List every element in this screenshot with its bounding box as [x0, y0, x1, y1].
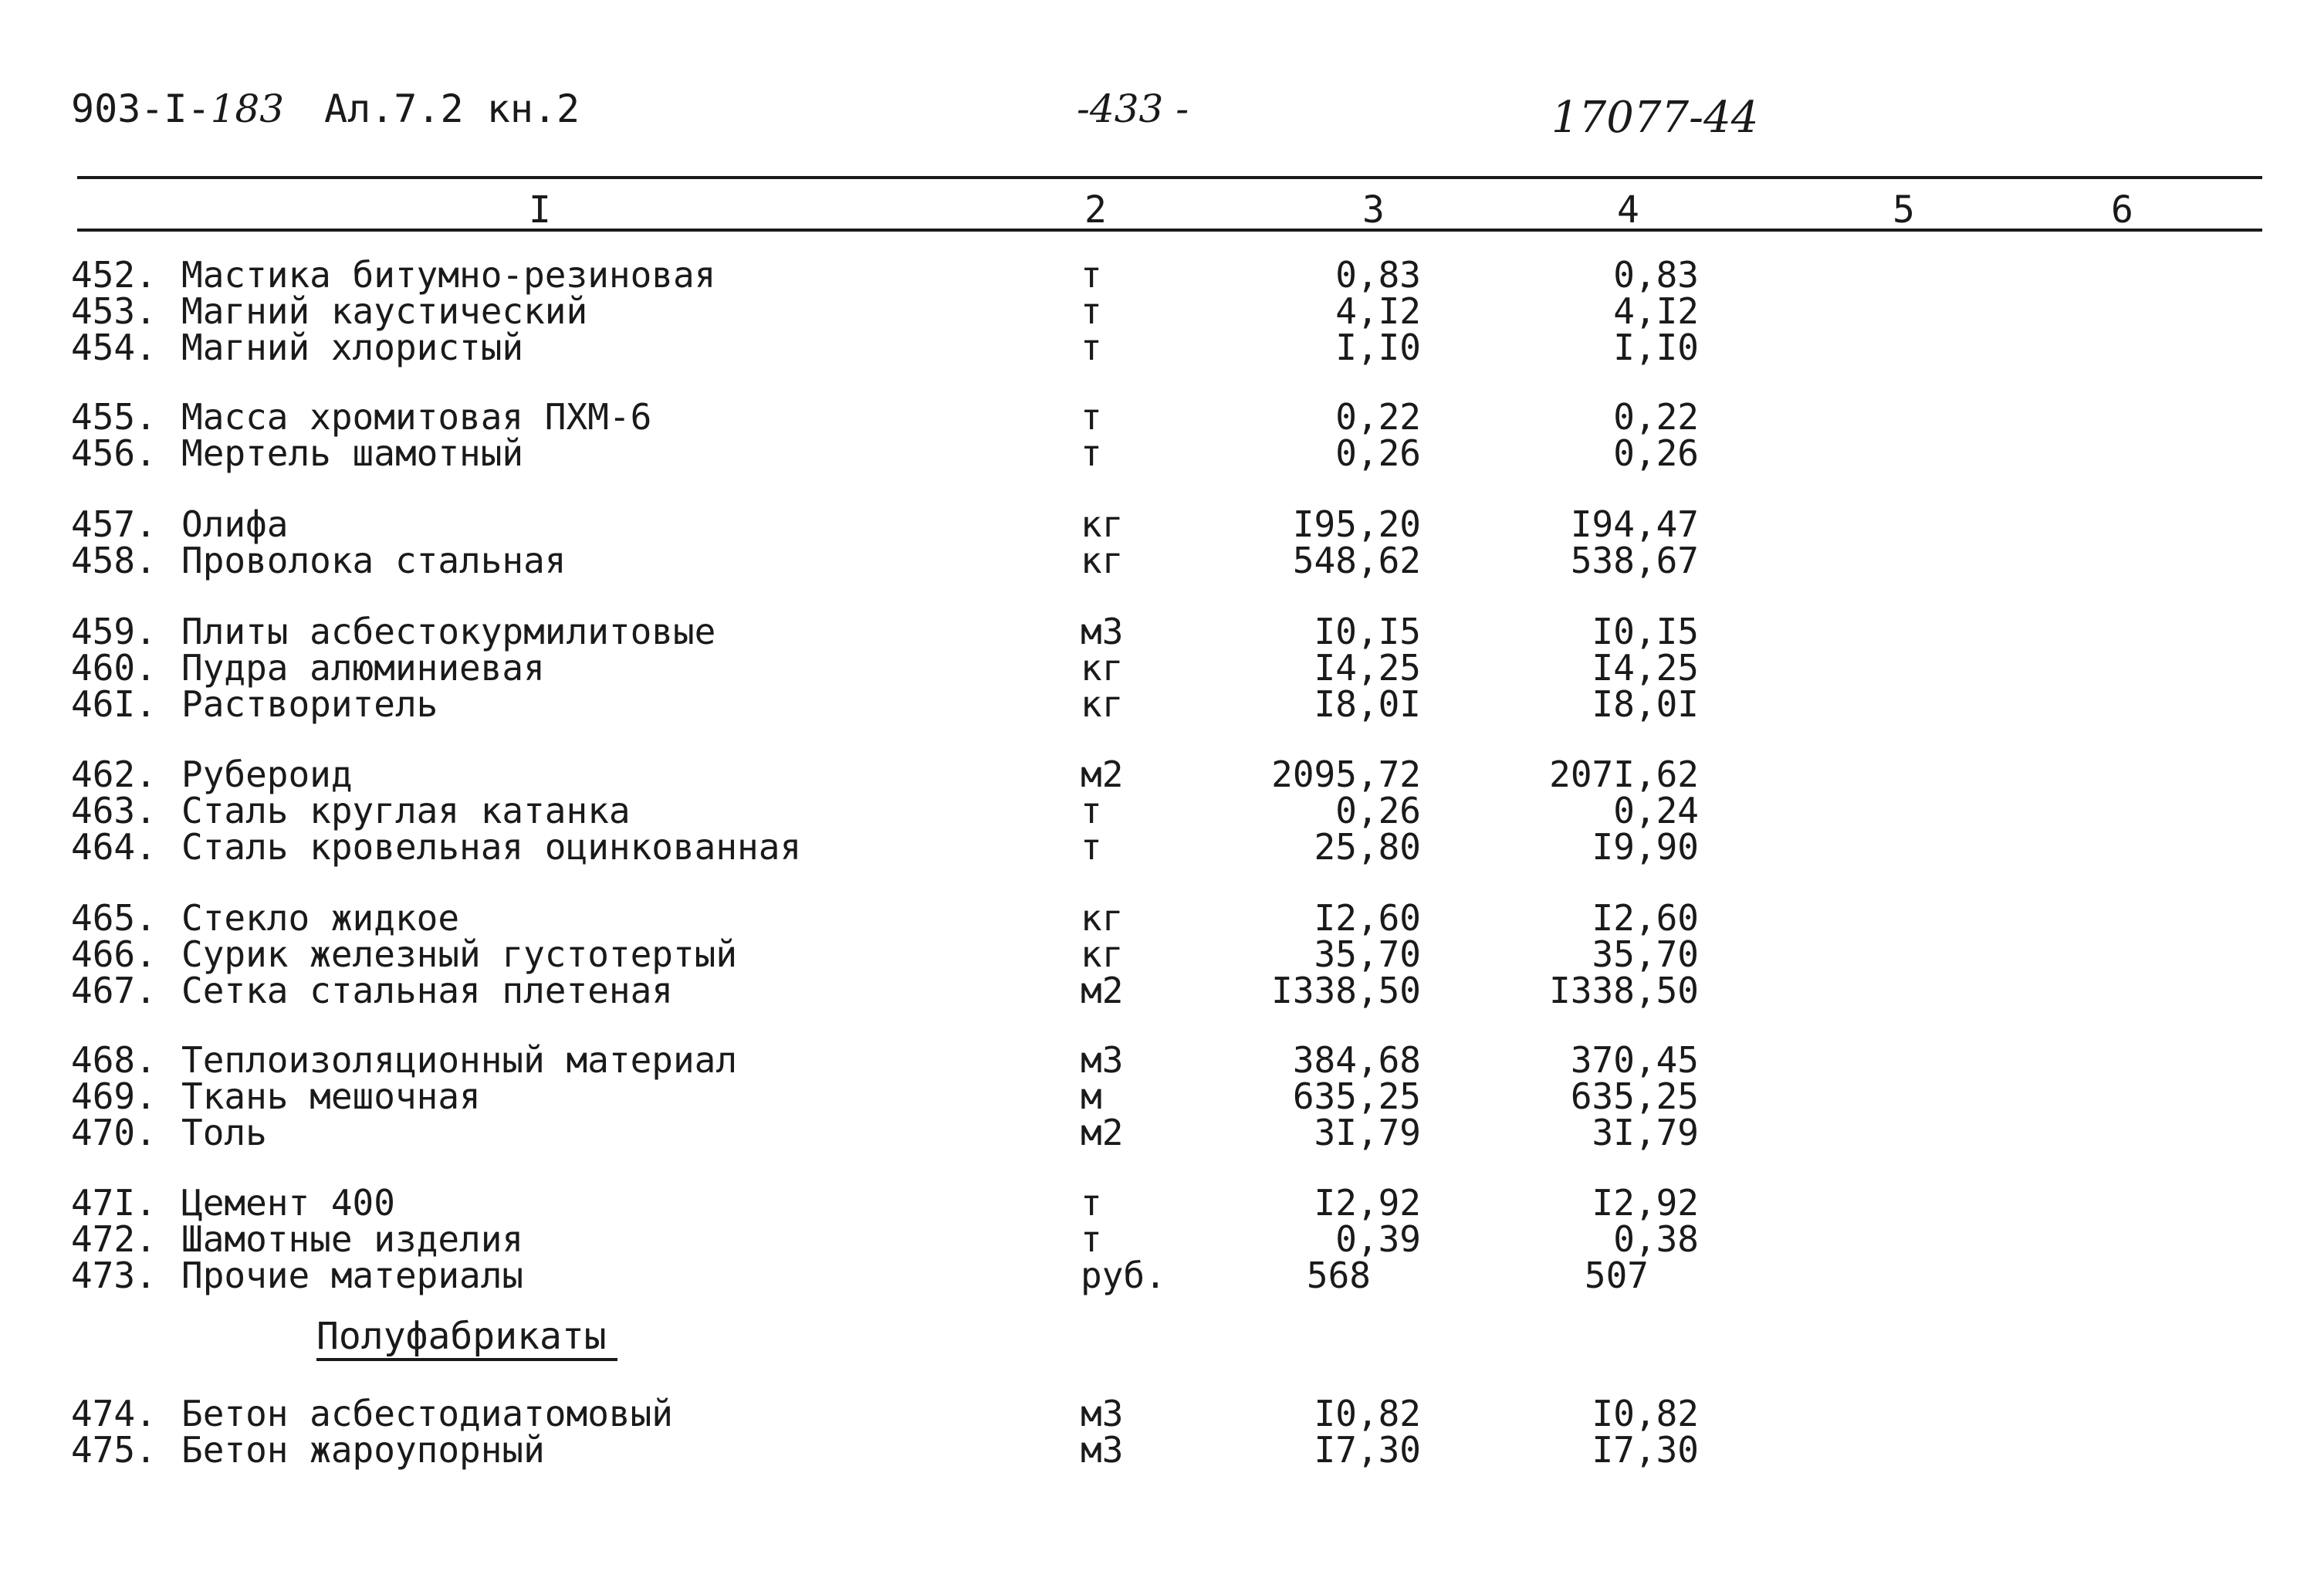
table-row	[0, 933, 2324, 975]
value-col3: I338,50	[1271, 970, 1421, 1011]
table-header-rule	[77, 229, 2262, 232]
value-col3: 384,68	[1292, 1039, 1421, 1081]
material-name: Прочие материалы	[181, 1255, 524, 1296]
unit: т	[1081, 254, 1102, 296]
value-col3: 25,80	[1314, 826, 1421, 868]
unit: м2	[1081, 970, 1124, 1011]
material-name: Сталь круглая катанка	[181, 790, 631, 831]
table-row	[0, 683, 2324, 725]
table-row	[0, 1039, 2324, 1081]
value-col3: 0,26	[1335, 790, 1421, 831]
material-name: Сталь кровельная оцинкованная	[181, 826, 802, 868]
value-col4: 207I,62	[1549, 753, 1699, 795]
value-col4: 0,83	[1613, 254, 1699, 296]
material-name: Магний хлористый	[181, 327, 524, 368]
row-number: 474.	[71, 1393, 157, 1434]
value-col3: I95,20	[1292, 503, 1421, 545]
row-number: 467.	[71, 970, 157, 1011]
value-col3: I4,25	[1314, 647, 1421, 689]
table-row	[0, 540, 2324, 581]
value-col3: 0,26	[1335, 432, 1421, 474]
table-row	[0, 1182, 2324, 1224]
value-col4: I338,50	[1549, 970, 1699, 1011]
table-row	[0, 503, 2324, 545]
column-header-3: 3	[1362, 188, 1385, 232]
row-number: 475.	[71, 1429, 157, 1471]
value-col3: I2,92	[1314, 1182, 1421, 1224]
row-number: 472.	[71, 1218, 157, 1260]
value-col4: I4,25	[1592, 647, 1699, 689]
unit: м3	[1081, 1393, 1124, 1434]
value-col3: 2095,72	[1271, 753, 1421, 795]
material-name: Проволока стальная	[181, 540, 567, 581]
table-top-rule	[77, 176, 2262, 179]
unit: кг	[1081, 897, 1124, 939]
material-name: Мастика битумно-резиновая	[181, 254, 716, 296]
value-col4: I8,0I	[1592, 683, 1699, 725]
value-col3: 3I,79	[1314, 1112, 1421, 1153]
table-row	[0, 432, 2324, 474]
row-number: 452.	[71, 254, 157, 296]
value-col4: I,I0	[1613, 327, 1699, 368]
material-name: Рубероид	[181, 753, 353, 795]
table-row	[0, 1218, 2324, 1260]
table-row	[0, 1255, 2324, 1296]
material-name: Растворитель	[181, 683, 438, 725]
unit: т	[1081, 826, 1102, 868]
table-row	[0, 1429, 2324, 1471]
value-col4: 370,45	[1570, 1039, 1699, 1081]
row-number: 453.	[71, 290, 157, 332]
table-row	[0, 611, 2324, 652]
unit: м2	[1081, 753, 1124, 795]
row-number: 47I.	[71, 1182, 157, 1224]
value-col4: 4,I2	[1613, 290, 1699, 332]
material-name: Бетон асбестодиатомовый	[181, 1393, 673, 1434]
value-col4: 635,25	[1570, 1075, 1699, 1117]
row-number: 456.	[71, 432, 157, 474]
value-col4: 538,67	[1570, 540, 1699, 581]
unit: т	[1081, 432, 1102, 474]
material-name: Олифа	[181, 503, 289, 545]
row-number: 469.	[71, 1075, 157, 1117]
row-number: 460.	[71, 647, 157, 689]
value-col4: I0,I5	[1592, 611, 1699, 652]
table-row	[0, 647, 2324, 689]
unit: м2	[1081, 1112, 1124, 1153]
material-name: Магний каустический	[181, 290, 588, 332]
row-number: 454.	[71, 327, 157, 368]
unit: м	[1081, 1075, 1102, 1117]
value-col3: I8,0I	[1314, 683, 1421, 725]
column-header-1: I	[529, 188, 551, 232]
table-row	[0, 826, 2324, 868]
value-col3: I2,60	[1314, 897, 1421, 939]
row-number: 468.	[71, 1039, 157, 1081]
table-row	[0, 1393, 2324, 1434]
value-col4: 0,26	[1613, 432, 1699, 474]
doc-code	[71, 86, 284, 131]
unit: кг	[1081, 647, 1124, 689]
value-col4: I0,82	[1592, 1393, 1699, 1434]
table-row	[0, 327, 2324, 368]
column-header-4: 4	[1617, 188, 1639, 232]
row-number: 455.	[71, 396, 157, 438]
value-col4: I94,47	[1570, 503, 1699, 545]
material-name: Плиты асбестокурмилитовые	[181, 611, 716, 652]
value-col4: 0,24	[1613, 790, 1699, 831]
row-number: 459.	[71, 611, 157, 652]
row-number: 458.	[71, 540, 157, 581]
material-name: Стекло жидкое	[181, 897, 460, 939]
unit: руб.	[1081, 1255, 1166, 1296]
table-row	[0, 970, 2324, 1011]
material-name: Теплоизоляционный материал	[181, 1039, 738, 1081]
table-row	[0, 1075, 2324, 1117]
material-name: Мертель шамотный	[181, 432, 524, 474]
value-col3: 35,70	[1314, 933, 1421, 975]
value-col3: 0,39	[1335, 1218, 1421, 1260]
value-col4: I2,92	[1592, 1182, 1699, 1224]
material-name: Бетон жароупорный	[181, 1429, 545, 1471]
column-header-5: 5	[1893, 188, 1915, 232]
material-name: Пудра алюминиевая	[181, 647, 545, 689]
value-col3: I,I0	[1335, 327, 1421, 368]
value-col3: 635,25	[1292, 1075, 1421, 1117]
value-col4: I2,60	[1592, 897, 1699, 939]
unit: м3	[1081, 1039, 1124, 1081]
value-col3: I7,30	[1314, 1429, 1421, 1471]
row-number: 46I.	[71, 683, 157, 725]
value-col3: 568	[1306, 1255, 1371, 1296]
column-header-2: 2	[1084, 188, 1107, 232]
row-number: 473.	[71, 1255, 157, 1296]
table-row	[0, 753, 2324, 795]
value-col3: 0,83	[1335, 254, 1421, 296]
table-row	[0, 254, 2324, 296]
unit: т	[1081, 1182, 1102, 1224]
table-row	[0, 790, 2324, 831]
material-name: Шамотные изделия	[181, 1218, 524, 1260]
value-col3: 0,22	[1335, 396, 1421, 438]
value-col4: 35,70	[1592, 933, 1699, 975]
row-number: 457.	[71, 503, 157, 545]
value-col3: I0,I5	[1314, 611, 1421, 652]
value-col4: 3I,79	[1592, 1112, 1699, 1153]
table-row	[0, 897, 2324, 939]
unit: м3	[1081, 611, 1124, 652]
doc-code-prefix: 903-I-	[71, 86, 211, 131]
row-number: 470.	[71, 1112, 157, 1153]
value-col4: 507	[1584, 1255, 1649, 1296]
unit: т	[1081, 790, 1102, 831]
album-label: Ал.7.2 кн.2	[324, 86, 580, 131]
section-title: Полуфабрикаты	[316, 1315, 617, 1361]
unit: кг	[1081, 503, 1124, 545]
value-col4: I9,90	[1592, 826, 1699, 868]
material-name: Сурик железный густотертый	[181, 933, 738, 975]
material-name: Масса хромитовая ПХМ-6	[181, 396, 652, 438]
value-col4: 0,22	[1613, 396, 1699, 438]
document-number: 17077-44	[1551, 93, 1759, 143]
table-row	[0, 290, 2324, 332]
unit: т	[1081, 1218, 1102, 1260]
value-col4: 0,38	[1613, 1218, 1699, 1260]
row-number: 465.	[71, 897, 157, 939]
value-col3: 548,62	[1292, 540, 1421, 581]
row-number: 464.	[71, 826, 157, 868]
material-name: Толь	[181, 1112, 267, 1153]
value-col3: I0,82	[1314, 1393, 1421, 1434]
unit: кг	[1081, 683, 1124, 725]
value-col4: I7,30	[1592, 1429, 1699, 1471]
table-row	[0, 1112, 2324, 1153]
row-number: 462.	[71, 753, 157, 795]
unit: т	[1081, 327, 1102, 368]
unit: т	[1081, 290, 1102, 332]
row-number: 463.	[71, 790, 157, 831]
unit: м3	[1081, 1429, 1124, 1471]
unit: т	[1081, 396, 1102, 438]
unit: кг	[1081, 540, 1124, 581]
value-col3: 4,I2	[1335, 290, 1421, 332]
column-header-6: 6	[2111, 188, 2133, 232]
unit: кг	[1081, 933, 1124, 975]
table-row	[0, 396, 2324, 438]
material-name: Сетка стальная плетеная	[181, 970, 673, 1011]
material-name: Ткань мешочная	[181, 1075, 481, 1117]
page-number: -433 -	[1077, 86, 1189, 131]
doc-code-handwritten: 183	[210, 86, 285, 131]
row-number: 466.	[71, 933, 157, 975]
material-name: Цемент 400	[181, 1182, 395, 1224]
